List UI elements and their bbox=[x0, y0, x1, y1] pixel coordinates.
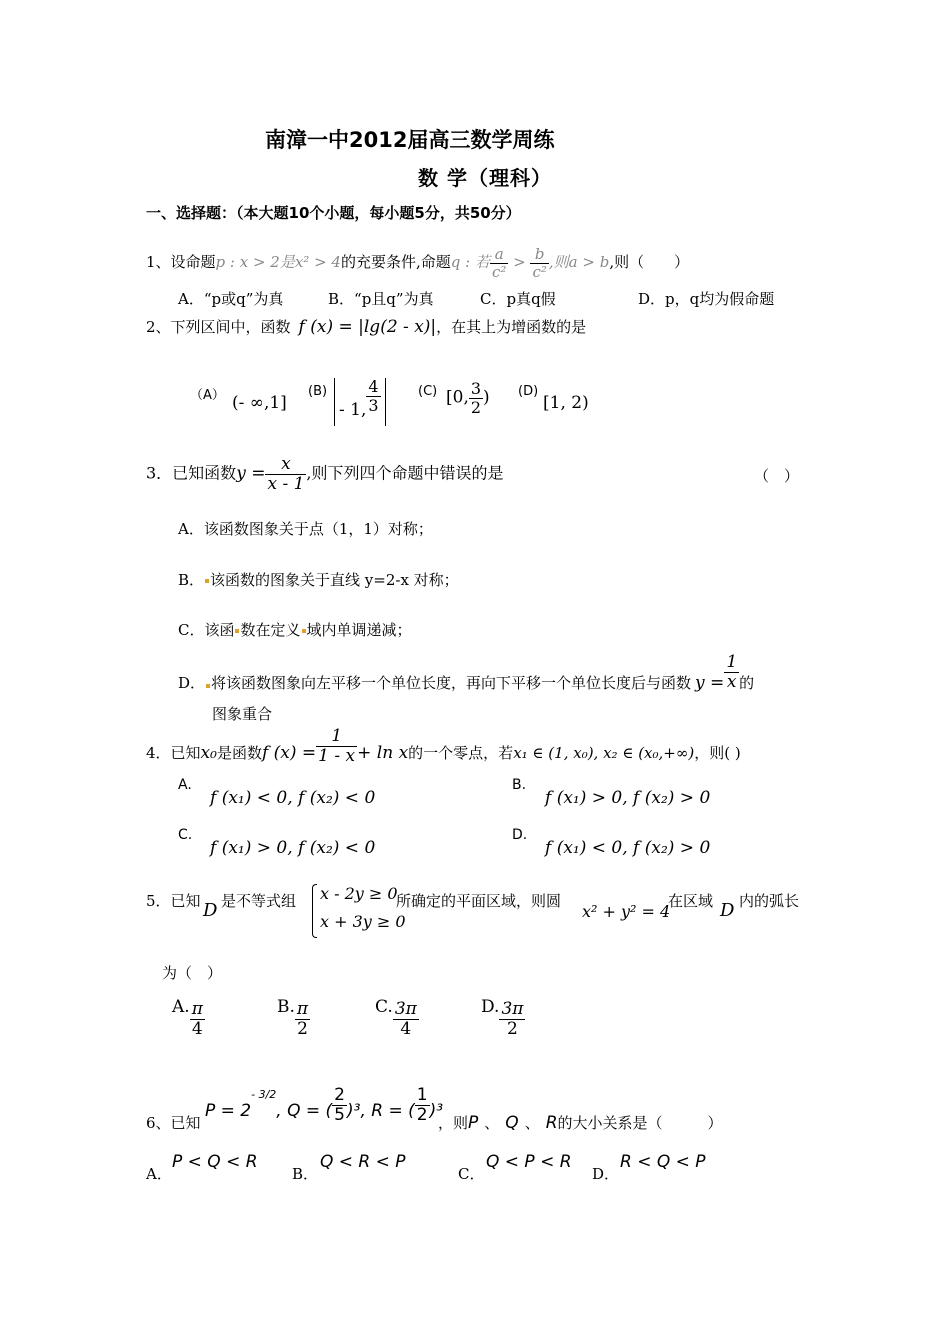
q4-fraction: $\frac{1}{1 - x}$ bbox=[318, 726, 356, 766]
q6-option-a: P < Q < R bbox=[172, 1152, 258, 1172]
q6-label-b: B． bbox=[292, 1165, 319, 1183]
q5-circle: x² + y² = 4 bbox=[582, 902, 671, 921]
q3-y: y = bbox=[236, 463, 266, 484]
q6-definitions: $P = 2^{- 3/2}$, Q = ( $\frac{2}{5}$ )³, R = ( $\frac{1}{2}$ )³ bbox=[205, 1085, 444, 1125]
q4-label-b: B. bbox=[512, 777, 527, 793]
q3-answer-paren: （ ） bbox=[754, 467, 800, 485]
q4-x0: x₀ bbox=[200, 743, 217, 764]
q3-option-a: A．该函数图象关于点（1，1）对称； bbox=[178, 520, 433, 538]
q1-option-c: C．p真q假 bbox=[480, 290, 556, 308]
q5-stem-mid3: 在区域 bbox=[668, 892, 714, 910]
q6-option-d: R < Q < P bbox=[620, 1152, 706, 1172]
q3-stem-pre: 3．已知函数 bbox=[146, 463, 237, 483]
q5-option-b: B. $\frac{\pi}{2}$ bbox=[277, 996, 309, 1039]
q3-option-b: B． 该函数的图象关于直线 y=2-x 对称； bbox=[178, 571, 459, 589]
question-4-stem: 4．已知x₀是函数f (x) = $\frac{1}{1 - x}$ + ln x的一个零点，若x₁ ∈ (1, x₀), x₂ ∈ (x₀,+∞)，则( ) bbox=[146, 726, 741, 766]
section-heading: 一、选择题：（本大题10个小题，每小题5分，共50分） bbox=[146, 204, 521, 222]
q2-stem-pre: 2、下列区间中，函数 bbox=[146, 318, 291, 336]
q1-stem-pre: 1、设命题 bbox=[146, 253, 216, 271]
q1-then: ,则a > b bbox=[548, 253, 610, 271]
q5-system-brace bbox=[312, 884, 317, 938]
q2-label-d: (D) bbox=[518, 384, 539, 399]
q6-label-d: D． bbox=[592, 1165, 620, 1183]
q4-option-b: f (x₁) > 0, f (x₂) > 0 bbox=[545, 788, 711, 808]
q2-option-c: [0, $\frac{3}{2}$ ) bbox=[446, 379, 490, 417]
q6-option-c: Q < P < R bbox=[486, 1152, 572, 1172]
q2-label-b: (B) bbox=[308, 384, 328, 399]
q6-option-b: Q < R < P bbox=[320, 1152, 406, 1172]
q4-option-a: f (x₁) < 0, f (x₂) < 0 bbox=[210, 788, 376, 808]
q4-option-d: f (x₁) < 0, f (x₂) > 0 bbox=[545, 838, 711, 858]
q1-proposition-p: p : x > 2是x² > 4 bbox=[215, 253, 341, 271]
q5-option-a: A. $\frac{\pi}{4}$ bbox=[172, 996, 203, 1039]
q1-option-b: B．“p且q”为真 bbox=[328, 290, 434, 308]
q4-condition: x₁ ∈ (1, x₀), x₂ ∈ (x₀,+∞) bbox=[513, 744, 695, 763]
q5-inequality-1: x - 2y ≥ 0 bbox=[320, 884, 398, 903]
q4-label-d: D. bbox=[512, 827, 528, 843]
q5-line2: 为（ ） bbox=[162, 964, 223, 982]
q5-stem-mid: 是不等式组 bbox=[221, 892, 297, 910]
q2-stem-post: ，在其上为增函数的是 bbox=[436, 318, 587, 336]
q6-stem-pre: 6、已知 bbox=[146, 1114, 201, 1132]
question-2-stem bbox=[146, 316, 586, 337]
q5-inequality-2: x + 3y ≥ 0 bbox=[320, 912, 406, 931]
page-subtitle: 数 学（理科） bbox=[418, 166, 552, 190]
q3-option-c: C．该函 数在定义 域内单调递减； bbox=[178, 621, 412, 639]
q4-option-c: f (x₁) > 0, f (x₂) < 0 bbox=[210, 838, 376, 858]
q5-region-d-2: D bbox=[720, 900, 735, 921]
q1-stem-mid: 的充要条件,命题 bbox=[340, 253, 451, 271]
q3-stem-post: ,则下列四个命题中错误的是 bbox=[306, 463, 504, 483]
q5-stem-mid2: 所确定的平面区域，则圆 bbox=[396, 892, 562, 910]
q4-label-c: C. bbox=[178, 827, 193, 843]
q3-option-d: D． 将该函数图象向左平移一个单位长度，再向下平移一个单位长度后与函数 y = $\frac{1}{x}$ 的 bbox=[178, 652, 755, 694]
q2-option-d: [1, 2) bbox=[543, 393, 589, 413]
q1-proposition-q: q : 若 bbox=[450, 253, 490, 271]
q3-option-d-line2: 图象重合 bbox=[212, 705, 273, 723]
q2-function: f (x) = |lg(2 - x)| bbox=[298, 317, 437, 337]
q2-label-c: (C) bbox=[418, 384, 438, 399]
q6-label-c: C． bbox=[458, 1165, 485, 1183]
q2-label-a: （A） bbox=[190, 388, 225, 403]
q1-option-d: D．p，q均为假命题 bbox=[638, 290, 775, 308]
question-1-stem: 1、设命题p : x > 2是x² > 4的充要条件,命题q : 若 $\frac{a}{\text{c²}}$ > $\frac{b}{\text{c²}}$ ,则a > b,则（ ） bbox=[146, 245, 690, 281]
question-3-stem bbox=[146, 455, 504, 493]
q6-stem-post: ，则P 、 Q 、 R的大小关系是（ ） bbox=[438, 1113, 723, 1133]
q1-fraction-b: $\frac{b}{\text{c²}}$ bbox=[532, 245, 547, 281]
q5-option-c: C. $\frac{3\pi}{4}$ bbox=[375, 996, 417, 1039]
q2-option-a: (- ∞,1] bbox=[232, 393, 287, 413]
q1-stem-post: ,则（ ） bbox=[609, 253, 690, 271]
q2-option-b: - 1, $\frac{4}{3}$ bbox=[334, 378, 386, 426]
q4-label-a: A. bbox=[178, 777, 192, 793]
q5-region-d: D bbox=[203, 900, 218, 921]
q1-option-a: A．“p或q”为真 bbox=[178, 290, 284, 308]
q6-label-a: A． bbox=[146, 1165, 172, 1183]
q3-fraction: $\frac{x}{x - 1}$ bbox=[267, 454, 305, 494]
q5-stem-pre: 5．已知 bbox=[146, 892, 201, 910]
q1-fraction-a: $\frac{a}{\text{c²}}$ bbox=[491, 245, 507, 281]
q5-option-d: D. $\frac{3\pi}{2}$ bbox=[481, 996, 524, 1039]
q5-stem-post: 内的弧长 bbox=[739, 892, 800, 910]
page-title: 南漳一中2012届高三数学周练 bbox=[265, 128, 555, 152]
